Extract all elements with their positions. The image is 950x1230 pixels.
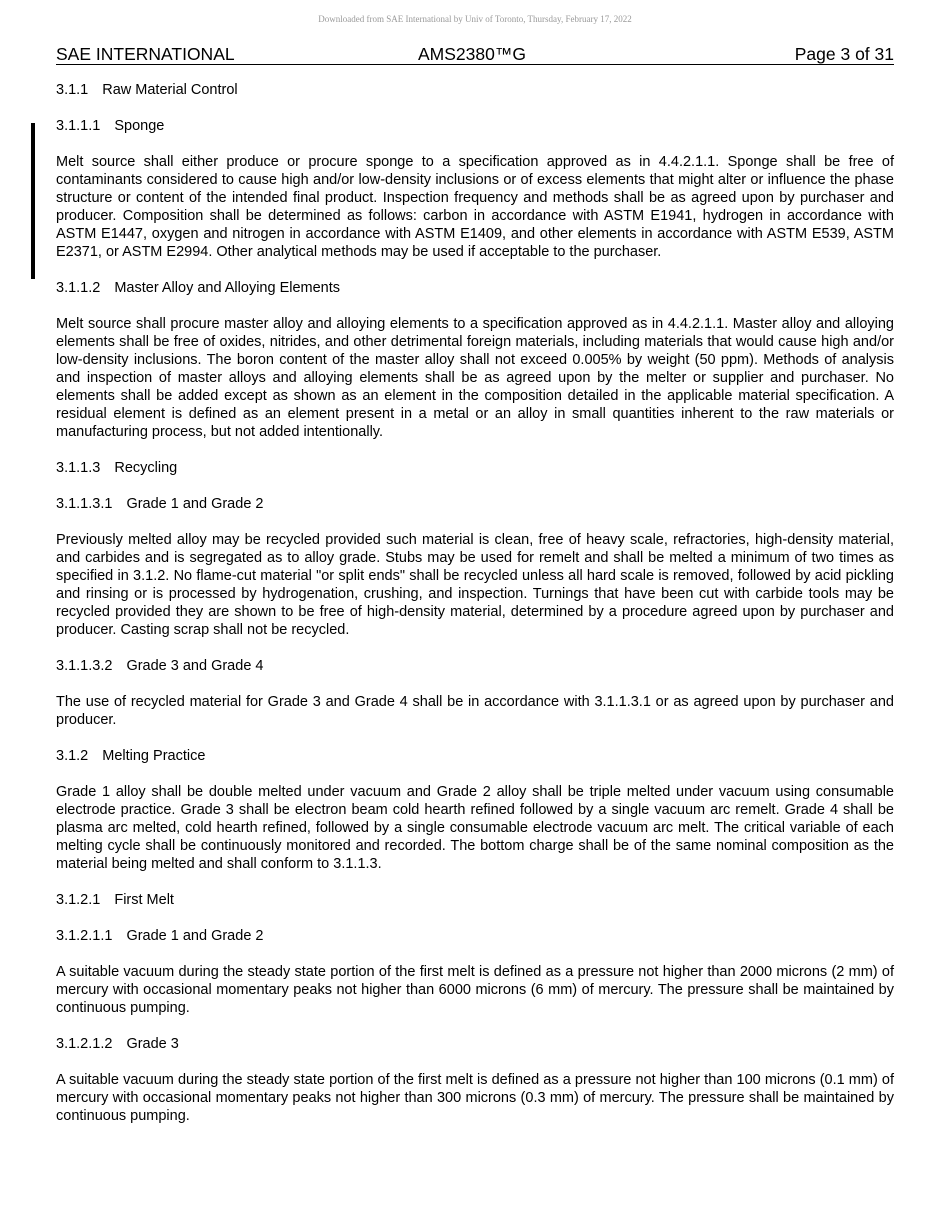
header-document-number: AMS2380™G: [418, 44, 526, 64]
section-title: Recycling: [114, 460, 178, 476]
page-header: [56, 43, 894, 65]
section-paragraph: A suitable vacuum during the steady state portion of the first melt is defined as a pressure not higher than 2000 microns (2 mm) of mercury with occasional momentary peaks not higher than 6000 microns (6 mm) of mercury. The pressure shall be maintained by continuous pumping.: [56, 964, 894, 1016]
document-body: [56, 81, 894, 1143]
section-title: First Melt: [114, 892, 174, 908]
section-heading: [56, 459, 894, 477]
section-title: Grade 1 and Grade 2: [126, 928, 264, 944]
section-number: 3.1.2: [56, 748, 89, 764]
section-title: Grade 3 and Grade 4: [126, 658, 264, 674]
section-number: 3.1.1.2: [56, 280, 101, 296]
section-heading: [56, 1035, 894, 1053]
revision-change-bar: [31, 123, 35, 279]
section-number: 3.1.1.3.1: [56, 496, 113, 512]
header-page-number: Page 3 of 31: [794, 44, 894, 64]
section-number: 3.1.1.3: [56, 460, 101, 476]
section-paragraph: Melt source shall procure master alloy and alloying elements to a specification approved as in 4.4.2.1.1. Master alloy and alloying elements shall be free of oxides, nitrides, and other detrimental foreign materials, including materials that would cause high and/or low-density inclusions. The boron content of the master alloy shall not exceed 0.005% by weight (50 ppm). Methods of analysis and inspection of master alloys and alloying elements shall be as agreed upon by the melter or supplier and purchaser. No elements shall be added except as shown as an element in the composition detailed in the applicable material specification. A residual element is defined as an element present in a metal or an alloy in small quantities inherent to the raw materials or manufacturing process, but not added intentionally.: [56, 316, 894, 440]
section-heading: [56, 279, 894, 297]
section-paragraph: Grade 1 alloy shall be double melted under vacuum and Grade 2 alloy shall be triple melted under vacuum using consumable electrode practice. Grade 3 shall be electron beam cold hearth refined followed by a single vacuum arc remelt. Grade 4 shall be plasma arc melted, cold hearth refined, followed by a single consumable electrode vacuum arc melt. The critical variable of each melting cycle shall be continuously monitored and recorded. The bottom charge shall be of the same nominal composition as the material being melted and shall conform to 3.1.1.3.: [56, 784, 894, 872]
download-watermark: Downloaded from SAE International by Univ of Toronto, Thursday, February 17, 2022: [318, 14, 632, 24]
section-paragraph: Melt source shall either produce or procure sponge to a specification approved as in 4.4.2.1.1. Sponge shall be free of contaminants considered to cause high and/or low-density inclusions or of excess elements that might alter or influence the phase structure or content of the intended final product. Inspection frequency and methods shall be as agreed upon by purchaser and producer. Composition shall be determined as follows: carbon in accordance with ASTM E1941, hydrogen in accordance with ASTM E1447, oxygen and nitrogen in accordance with ASTM E1409, and other elements in accordance with ASTM E539, ASTM E2371, or ASTM E2994. Other analytical methods may be used if acceptable to the purchaser.: [56, 154, 894, 260]
section-heading: [56, 891, 894, 909]
section-paragraph: A suitable vacuum during the steady state portion of the first melt is defined as a pressure not higher than 100 microns (0.1 mm) of mercury with occasional momentary peaks not higher than 300 microns (0.3 mm) of mercury. The pressure shall be maintained by continuous pumping.: [56, 1072, 894, 1124]
section-heading: [56, 927, 894, 945]
section-number: 3.1.2.1.1: [56, 928, 113, 944]
section-number: 3.1.1.1: [56, 118, 101, 134]
section-heading: [56, 81, 894, 99]
section-heading: [56, 657, 894, 675]
section-heading: [56, 117, 894, 135]
section-title: Raw Material Control: [102, 82, 238, 98]
section-number: 3.1.2.1: [56, 892, 101, 908]
section-title: Master Alloy and Alloying Elements: [114, 280, 341, 296]
header-organization: SAE INTERNATIONAL: [56, 44, 235, 64]
section-number: 3.1.2.1.2: [56, 1036, 113, 1052]
section-title: Melting Practice: [102, 748, 206, 764]
section-title: Sponge: [114, 118, 165, 134]
section-title: Grade 1 and Grade 2: [126, 496, 264, 512]
section-heading: [56, 747, 894, 765]
section-heading: [56, 495, 894, 513]
section-paragraph: Previously melted alloy may be recycled provided such material is clean, free of heavy scale, refractories, high-density material, and carbides and is segregated as to alloy grade. Stubs may be used for remelt and shall be melted a minimum of two times as specified in 3.1.2. No flame-cut material "or split ends" shall be recycled unless all hard scale is removed, followed by acid pickling and rinsing or is processed by hydrogenation, crushing, and inspection. Turnings that have been cut with carbide tools may be recycled provided they are shown to be free of high-density material, determined by a procedure agreed upon by purchaser and producer. Casting scrap shall not be recycled.: [56, 532, 894, 638]
section-number: 3.1.1: [56, 82, 89, 98]
section-paragraph: The use of recycled material for Grade 3 and Grade 4 shall be in accordance with 3.1.1.3.1 or as agreed upon by purchaser and producer.: [56, 694, 894, 728]
section-title: Grade 3: [126, 1036, 179, 1052]
section-number: 3.1.1.3.2: [56, 658, 113, 674]
